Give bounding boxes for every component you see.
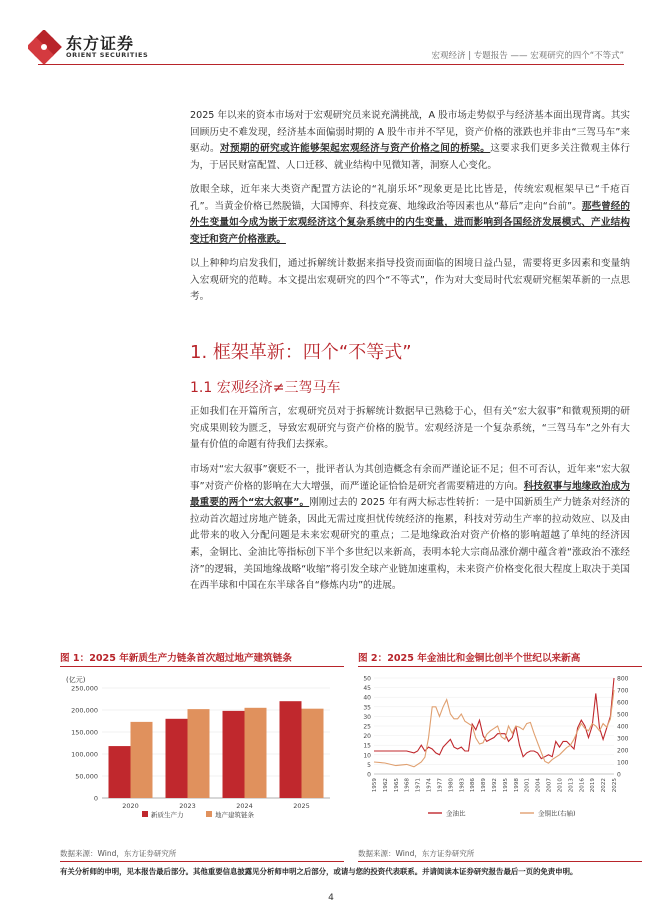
y-right-tick-label: 300	[617, 735, 629, 743]
x-tick-label: 2001	[524, 778, 531, 793]
y-left-tick-label: 10	[363, 752, 371, 760]
x-tick-label: 2020	[122, 802, 139, 810]
y-right-tick-label: 400	[617, 723, 629, 731]
legend-label: 金油比	[446, 809, 466, 818]
legend-label: 地产建筑链条	[215, 811, 254, 819]
y-tick-label: 250,000	[71, 684, 98, 693]
y-left-tick-label: 50	[363, 675, 371, 683]
x-tick-label: 2019	[590, 778, 597, 793]
y-tick-label: 50,000	[75, 772, 98, 781]
x-tick-label: 1980	[448, 778, 455, 793]
y-tick-label: 150,000	[71, 728, 98, 737]
y-left-tick-label: 35	[363, 704, 371, 712]
bar	[131, 722, 153, 798]
x-tick-label: 2024	[236, 802, 253, 810]
legend-label: 金铜比(右轴)	[538, 809, 576, 818]
y-right-tick-label: 600	[617, 699, 629, 707]
header-title: 宏观经济 | 专题报告 —— 宏观研究的四个“不等式”	[431, 51, 624, 61]
x-tick-label: 2013	[568, 778, 575, 793]
y-right-tick-label: 0	[617, 771, 621, 779]
x-tick-label: 2016	[579, 778, 586, 793]
x-tick-label: 2025	[293, 802, 310, 810]
bar	[188, 709, 210, 798]
figure-1	[60, 650, 344, 830]
x-tick-label: 1989	[481, 778, 488, 793]
bar	[166, 719, 188, 798]
x-tick-label: 2010	[557, 778, 564, 793]
unit-label: (亿元)	[66, 676, 86, 684]
y-left-tick-label: 30	[363, 713, 371, 721]
figure-1-source: 数据来源：Wind，东方证券研究所	[60, 849, 177, 858]
y-left-tick-label: 5	[367, 761, 371, 769]
y-right-tick-label: 200	[617, 747, 629, 755]
y-left-tick-label: 45	[363, 685, 371, 693]
header-divider	[38, 64, 624, 65]
y-tick-label: 200,000	[71, 706, 98, 715]
bar	[280, 701, 302, 798]
bar	[302, 709, 324, 798]
x-tick-label: 1983	[459, 778, 466, 793]
paragraph: 市场对“宏大叙事”褒贬不一，批评者认为其创造概念有余而严谨论证不足；但不可否认，近年来“宏大叙事”对资产价格的影响在大大增强，而严谨论证恰恰是研究者需要精进的方向。科技叙事与地缘政治成为最重要的两个“宏大叙事”。刚刚过去的 2025 年有两大标志性转折：一是中国新质生产力链条对经济的拉动首次超过房地产链条，因此无需过度担忧传统经济的拖累，科技对劳动生产率的拉动效应、以及由此带来的收入分配问题是未来宏观研究的重点；二是地缘政治对资产价格的影响超越了单纯的经济因素，金铜比、金油比等指标创下半个多世纪以来新高，表明本轮大宗商品涨价潮中蕴含着“涨政治不涨经济”的逻辑，美国地缘战略“收缩”将引发全球产业链加速重构，未来资产价格变化很大程度上取决于美国在西半球和中国在东半球各自“修炼内功”的进展。	[190, 464, 630, 592]
x-tick-label: 2022	[601, 778, 608, 793]
x-tick-label: 1974	[426, 778, 433, 793]
x-tick-label: 2007	[546, 778, 553, 793]
figure-2-source: 数据来源：Wind，东方证券研究所	[358, 849, 475, 858]
disclaimer: 有关分析师的申明，见本报告最后部分。其他重要信息披露见分析师申明之后部分，或请与您的投资代表联系。并请阅读本证券研究报告最后一页的免责申明。	[60, 867, 578, 876]
y-right-tick-label: 800	[617, 675, 629, 683]
legend-label: 新质生产力	[151, 811, 184, 819]
legend-swatch	[142, 811, 148, 817]
brand-name: 东方证券	[66, 34, 135, 53]
bar	[109, 746, 131, 798]
y-left-tick-label: 15	[363, 742, 371, 750]
paragraph: 放眼全球，近年来大类资产配置方法论的“礼崩乐坏”现象更是比比皆是，传统宏观框架早已“千疮百孔”。当黄金价格已然脱锚，大国博弈、科技竞赛、地缘政治等因素也从“幕后”走向“台前”。那些曾经的外生变量如今成为嵌于宏观经济这个复杂系统中的内生变量，进而影响到各国经济发展模式、产业结构变迁和资产价格涨跌。	[190, 184, 631, 245]
y-right-tick-label: 500	[617, 711, 629, 719]
subsection-heading: 1.1 宏观经济≠三驾马车	[190, 380, 341, 396]
paragraph: 2025 年以来的资本市场对于宏观研究员来说充满挑战，A 股市场走势似乎与经济基本面出现背离。其实回顾历史不难发现，经济基本面偏弱时期的 A 股牛市并不罕见，资产价格的涨跌也并非由“三驾马车”来驱动。对预期的研究或许能够架起宏观经济与资产价格之间的桥梁。这要求我们更多关注微观主体行为，于居民财富配置、人口迁移、就业结构中见微知著，洞察人心变化。	[190, 110, 631, 171]
y-left-tick-label: 25	[363, 723, 371, 731]
x-tick-label: 1962	[382, 778, 389, 793]
section-heading: 1. 框架革新：四个“不等式”	[190, 342, 412, 363]
x-tick-label: 1959	[372, 778, 378, 793]
x-tick-label: 2004	[535, 778, 542, 793]
x-tick-label: 1965	[393, 778, 400, 793]
x-tick-label: 2025	[612, 778, 618, 793]
series-line	[374, 678, 614, 759]
y-left-tick-label: 20	[363, 733, 371, 741]
figure-1-title: 图 1：2025 年新质生产力链条首次超过地产建筑链条	[60, 653, 292, 664]
y-tick-label: 0	[93, 794, 98, 803]
figure-1-bar-chart	[60, 670, 344, 830]
x-tick-label: 1995	[502, 778, 509, 793]
bar	[245, 708, 267, 798]
x-tick-label: 1971	[415, 778, 422, 793]
y-right-tick-label: 700	[617, 687, 629, 695]
paragraph: 正如我们在开篇所言，宏观研究员对于拆解统计数据早已熟稔于心，但有关“宏大叙事”和微观预期的研究成果则较为匮乏，导致宏观研究与资产价格的脱节。宏观经济是一个复杂系统，“三驾马车”之外有大量有价值的命题有待我们去探索。	[190, 406, 630, 451]
x-tick-label: 1977	[437, 778, 444, 793]
y-left-tick-label: 0	[367, 771, 371, 779]
y-tick-label: 100,000	[71, 750, 98, 759]
figure-2	[358, 650, 642, 830]
brand-name-en: ORIENT SECURITIES	[66, 51, 149, 59]
x-tick-label: 1998	[513, 778, 520, 793]
figure-2-title: 图 2：2025 年金油比和金铜比创半个世纪以来新高	[358, 653, 581, 664]
x-tick-label: 1986	[470, 778, 477, 793]
x-tick-label: 2023	[179, 802, 196, 810]
y-right-tick-label: 100	[617, 759, 629, 767]
paragraph: 以上种种均启发我们，通过拆解统计数据来指导投资而面临的困境日益凸显，需要将更多因素和变量纳入宏观研究的范畴。本文提出宏观研究的四个“不等式”，作为对大变局时代宏观研究框架革新的一点思考。	[190, 258, 630, 303]
legend-swatch	[206, 811, 212, 817]
page-number: 4	[328, 893, 334, 903]
x-tick-label: 1992	[492, 778, 498, 793]
y-left-tick-label: 40	[363, 694, 371, 702]
bar	[223, 711, 245, 798]
x-tick-label: 1968	[404, 778, 411, 793]
figure-2-line-chart	[358, 670, 642, 830]
